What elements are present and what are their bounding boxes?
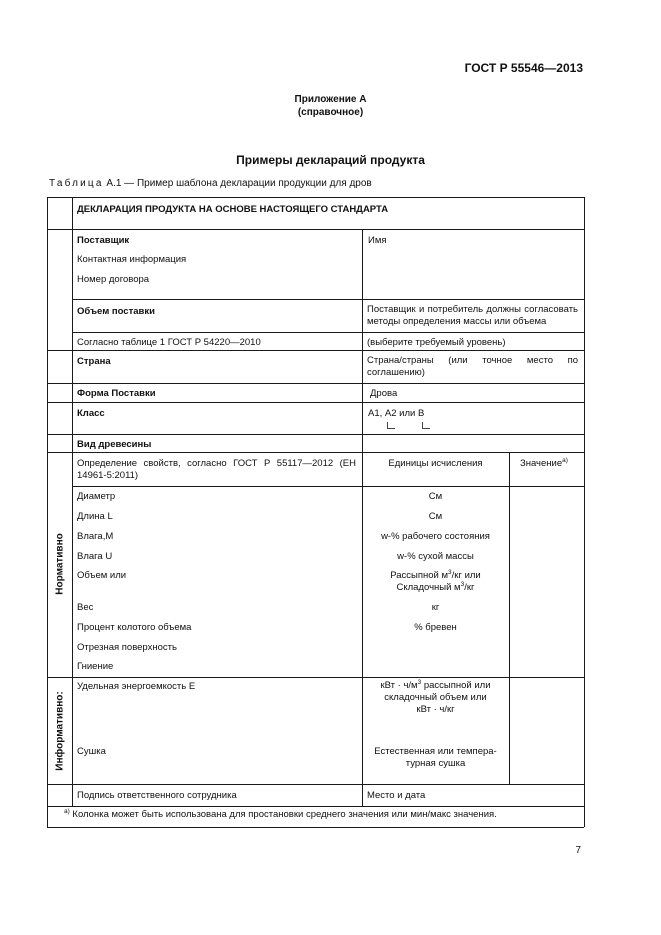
document-code: ГОСТ Р 55546—2013 xyxy=(464,61,583,75)
volume-note: Поставщик и потребитель должны согласовать методы определения массы или объема xyxy=(367,304,578,327)
volume-ref: Согласно таблице 1 ГОСТ Р 54220—2010 xyxy=(77,337,261,348)
table-rule xyxy=(47,402,584,403)
property-name: Длина L xyxy=(77,511,113,522)
property-name: Процент колотого объема xyxy=(77,622,192,633)
property-unit-line: кВт · ч/кг xyxy=(416,704,455,715)
property-unit: См xyxy=(428,511,443,522)
signature-label: Подпись ответственного сотрудника xyxy=(77,790,237,801)
props-definition-header: Определение свойств, согласно ГОСТ Р 55117—2012 (ЕН 14961-5:2011) xyxy=(77,458,356,481)
property-name: Объем или xyxy=(77,570,127,581)
table-border-left xyxy=(47,197,48,827)
country-value: Страна/страны (или точное место по соглашению) xyxy=(367,355,578,378)
table-caption-text: А.1 — Пример шаблона декларации продукции для дров xyxy=(103,178,372,189)
props-value-header xyxy=(520,458,568,470)
table-rule-vertical xyxy=(72,197,73,806)
property-name: Сушка xyxy=(77,746,106,757)
supplier-contact: Контактная информация xyxy=(77,254,187,265)
props-value-footnote-mark: а) xyxy=(562,456,568,464)
property-name: Влага U xyxy=(77,551,113,562)
unit-text: Рассыпной м xyxy=(390,570,449,581)
volume-label: Объем поставки xyxy=(77,306,155,317)
table-border-bottom xyxy=(47,827,584,828)
property-unit-line: Естественная или темпера- xyxy=(374,746,497,757)
props-value-label: Значение xyxy=(520,458,563,469)
unit-superscript: 3 xyxy=(448,568,452,576)
country-label: Страна xyxy=(77,356,111,367)
property-unit-line xyxy=(362,570,509,582)
property-unit: w-% рабочего состояния xyxy=(381,531,490,542)
informative-label: Информативно: xyxy=(54,691,66,771)
property-unit xyxy=(362,746,509,770)
property-unit: См xyxy=(428,491,443,502)
table-rule xyxy=(72,332,584,333)
property-name: Удельная энергоемкость Е xyxy=(77,681,196,692)
appendix-title: Приложение А xyxy=(294,94,367,105)
table-rule xyxy=(72,299,584,300)
property-unit-line: складочный объем или xyxy=(384,692,487,703)
form-label: Форма Поставки xyxy=(77,388,156,399)
table-caption-prefix: Таблица xyxy=(49,178,104,189)
footnote xyxy=(64,809,497,821)
class-value: А1, А2 или В xyxy=(368,408,425,419)
unit-text: /кг или xyxy=(451,570,481,581)
table-rule xyxy=(47,677,584,678)
appendix-type: (справочное) xyxy=(297,107,364,118)
table-rule xyxy=(47,434,584,435)
table-rule xyxy=(47,784,584,785)
unit-text: /кг xyxy=(464,582,475,593)
footnote-mark: а) xyxy=(64,807,70,815)
table-rule-vertical xyxy=(509,452,510,784)
property-unit xyxy=(362,680,509,716)
normative-label: Нормативно xyxy=(54,533,66,595)
unit-text: кВт · ч/м xyxy=(380,680,418,691)
property-unit-line: турная сушка xyxy=(405,758,466,769)
table-rule xyxy=(72,486,584,487)
props-units-header: Единицы исчисления xyxy=(388,458,483,469)
table-border-top xyxy=(47,197,584,198)
property-unit-line xyxy=(362,680,509,692)
form-value: Дрова xyxy=(370,388,398,399)
table-rule xyxy=(47,383,584,384)
property-name: Отрезная поверхность xyxy=(77,642,177,653)
footnote-text: Колонка может быть использована для простановки среднего значения или мин/макс значения. xyxy=(69,809,497,820)
property-unit-line xyxy=(362,582,509,594)
class-label: Класс xyxy=(77,408,105,419)
wood-label: Вид древесины xyxy=(77,439,152,450)
property-unit xyxy=(362,570,509,594)
table-rule xyxy=(47,229,584,230)
unit-text: Складочный м xyxy=(396,582,461,593)
property-name: Влага,M xyxy=(77,531,114,542)
table-border-right xyxy=(584,197,585,827)
supplier-name: Имя xyxy=(368,235,387,246)
table-rule xyxy=(47,452,584,453)
signature-value: Место и дата xyxy=(367,790,426,801)
page-number: 7 xyxy=(575,845,581,856)
property-name: Диаметр xyxy=(77,491,116,502)
property-name: Гниение xyxy=(77,661,114,672)
declaration-title: ДЕКЛАРАЦИЯ ПРОДУКТА НА ОСНОВЕ НАСТОЯЩЕГО СТАНДАРТА xyxy=(77,204,389,215)
class-checkbox[interactable] xyxy=(422,422,430,429)
unit-superscript: 3 xyxy=(417,678,422,686)
property-unit: w-% сухой массы xyxy=(397,551,474,562)
supplier-label: Поставщик xyxy=(77,235,130,246)
property-unit: кг xyxy=(431,602,440,613)
table-rule xyxy=(47,806,584,807)
property-name: Вес xyxy=(77,602,94,613)
table-rule xyxy=(47,350,584,351)
unit-superscript: 3 xyxy=(460,580,465,588)
section-title: Примеры деклараций продукта xyxy=(236,153,425,167)
unit-text: рассыпной или xyxy=(421,680,491,691)
property-unit: % бревен xyxy=(414,622,457,633)
volume-choose: (выберите требуемый уровень) xyxy=(367,337,506,348)
class-checkbox[interactable] xyxy=(387,422,395,429)
table-rule-vertical xyxy=(362,229,363,452)
supplier-contract: Номер договора xyxy=(77,274,150,285)
